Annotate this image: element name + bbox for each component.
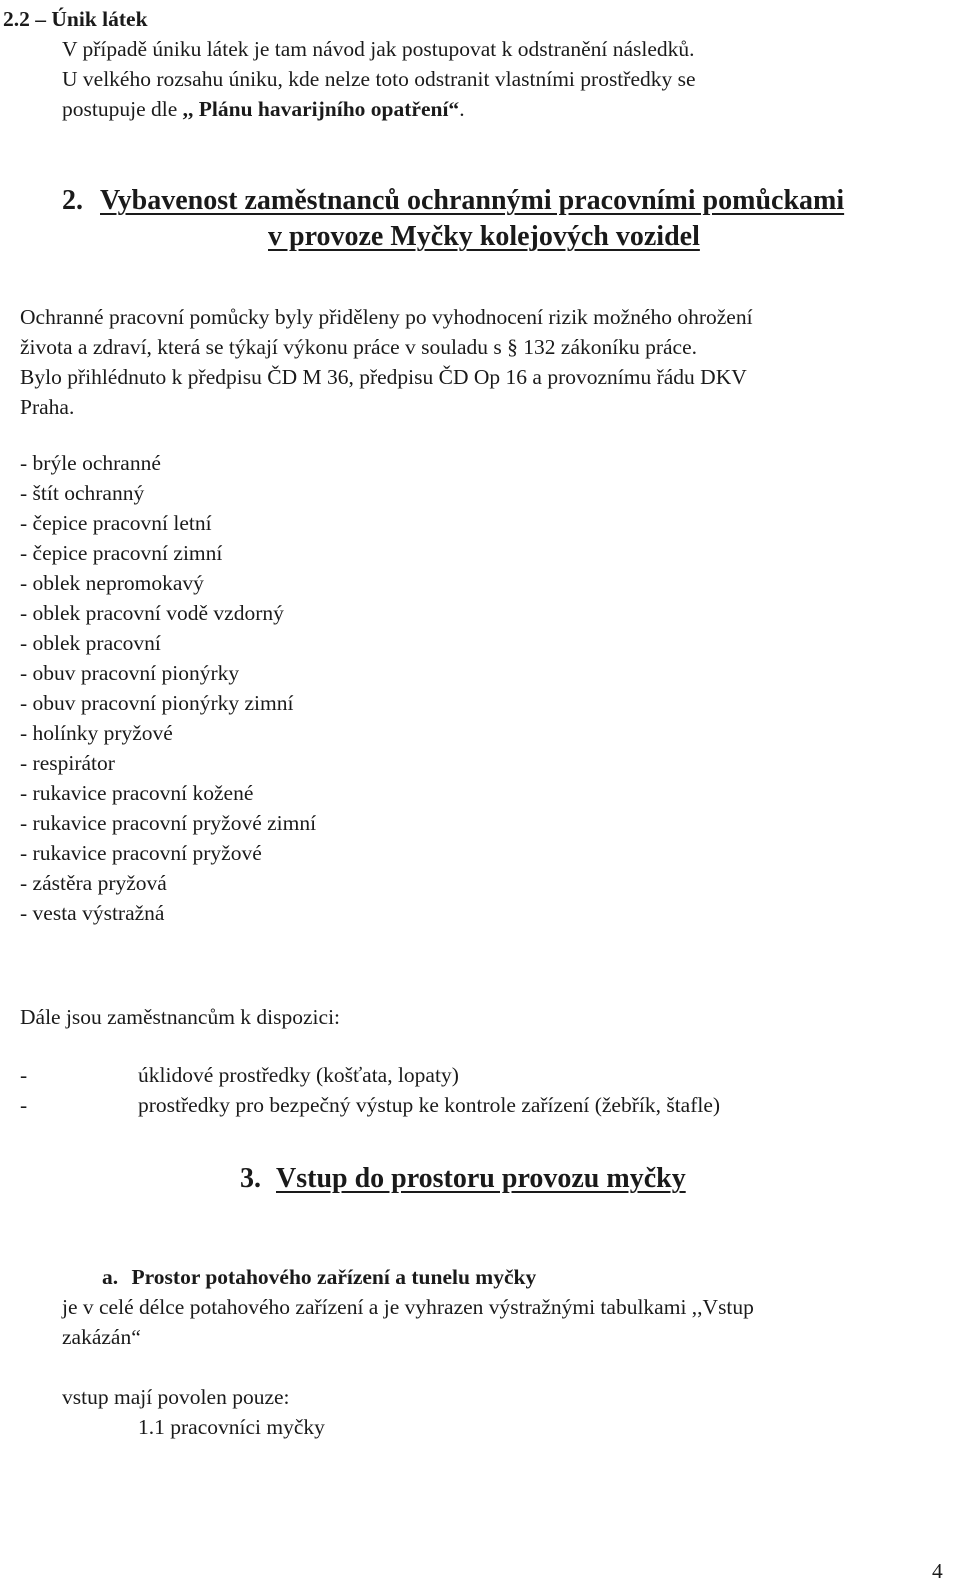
section-3a-line-1: je v celé délce potahového zařízení a je vyhrazen výstražnými tabulkami ,,Vstup [62,1295,754,1319]
list-item: - respirátor [20,751,115,775]
section-2-number: 2. [62,185,83,216]
section-2-2-line-3 [62,94,465,124]
section-2-para-line-4: Praha. [20,395,75,419]
list-item: - rukavice pracovní pryžové [20,841,262,865]
list-item: - holínky pryžové [20,721,173,745]
list-item: - oblek pracovní [20,631,161,655]
dispozici-intro: Dále jsou zaměstnancům k dispozici: [20,1005,341,1029]
list-item: - čepice pracovní letní [20,511,212,535]
section-2-title-line-2: v provoze Myčky kolejových vozidel [268,221,700,252]
access-item: 1.1 pracovníci myčky [138,1415,325,1439]
dispozici-dash: - [20,1063,28,1087]
section-3-heading [240,1162,686,1196]
list-item: úklidové prostředky (košťata, lopaty) [138,1063,459,1087]
section-3a-line-2: zakázán“ [62,1325,141,1349]
list-item: - brýle ochranné [20,451,161,475]
list-item: - oblek nepromokavý [20,571,204,595]
access-intro: vstup mají povolen pouze: [62,1385,290,1409]
section-2-heading-line-1 [62,184,844,218]
section-2-para-line-2: života a zdraví, která se týkají výkonu práce v souladu s § 132 zákoníku práce. [20,335,698,359]
list-item: - oblek pracovní vodě vzdorný [20,601,284,625]
section-2-2-line-1: V případě úniku látek je tam návod jak postupovat k odstranění následků. [62,37,695,61]
list-item: prostředky pro bezpečný výstup ke kontrole zařízení (žebřík, štafle) [138,1093,721,1117]
list-item: - vesta výstražná [20,901,165,925]
list-item: - čepice pracovní zimní [20,541,223,565]
section-3a-number: a. [102,1265,119,1289]
section-3a-heading [102,1262,536,1292]
section-2-title-line-1: Vybavenost zaměstnanců ochrannými pracovními pomůckami [100,185,845,216]
section-2-2-line-2: U velkého rozsahu úniku, kde nelze toto odstranit vlastními prostředky se [62,67,696,91]
section-2-2-line-3-suffix: . [459,97,465,121]
section-2-2-number: 2.2 [3,7,30,31]
section-2-2-title: Únik látek [51,7,148,31]
list-item: - rukavice pracovní kožené [20,781,254,805]
section-2-para-line-1: Ochranné pracovní pomůcky byly přiděleny po vyhodnocení rizik možného ohrožení [20,305,753,329]
list-item: - zástěra pryžová [20,871,167,895]
section-3-number: 3. [240,1163,261,1194]
section-2-heading-line-2 [268,220,700,254]
list-item: - obuv pracovní pionýrky [20,661,240,685]
list-item: - rukavice pracovní pryžové zimní [20,811,317,835]
section-3a-title: Prostor potahového zařízení a tunelu myčky [131,1265,537,1289]
section-2-2-line-3-prefix: postupuje dle [62,97,178,121]
list-item: - štít ochranný [20,481,145,505]
dispozici-dash: - [20,1093,28,1117]
section-2-2-dash: – [35,7,46,31]
section-2-2-heading [3,4,148,34]
page-number: 4 [932,1559,943,1583]
section-2-para-line-3: Bylo přihlédnuto k předpisu ČD M 36, předpisu ČD Op 16 a provoznímu řádu DKV [20,365,747,389]
list-item: - obuv pracovní pionýrky zimní [20,691,294,715]
section-3-title: Vstup do prostoru provozu myčky [276,1163,686,1194]
havarijni-plan-reference: ,, Plánu havarijního opatření“ [182,97,460,121]
